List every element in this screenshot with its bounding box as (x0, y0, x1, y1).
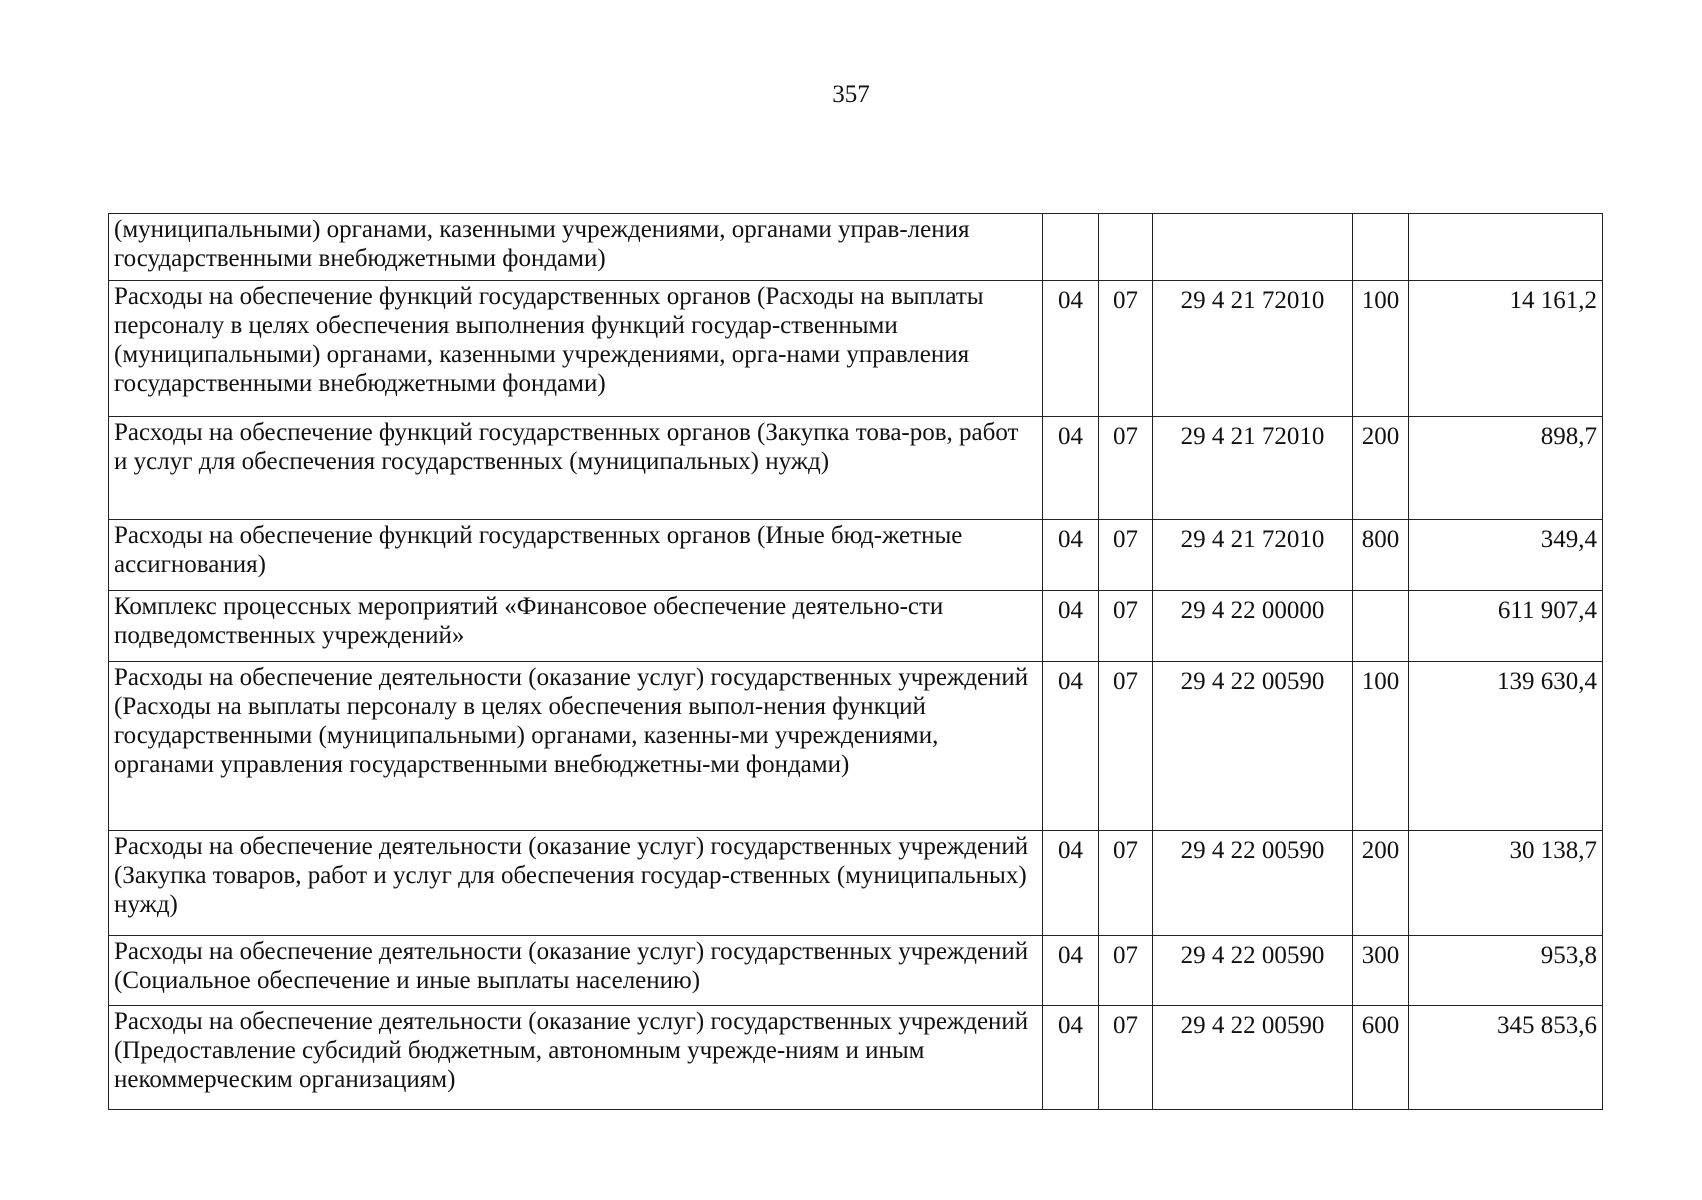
target-code-cell: 29 4 21 72010 (1153, 281, 1353, 417)
target-code-cell: 29 4 22 00590 (1153, 1006, 1353, 1110)
target-code-cell: 29 4 21 72010 (1153, 417, 1353, 520)
amount-cell: 611 907,4 (1409, 591, 1603, 662)
budget-table (108, 213, 1603, 1110)
expense-type-cell (1353, 591, 1409, 662)
table-row (109, 520, 1603, 591)
subsection-cell (1099, 214, 1153, 281)
target-code-cell: 29 4 22 00000 (1153, 591, 1353, 662)
section-cell (1043, 214, 1099, 281)
table-row (109, 936, 1603, 1006)
expense-name-cell: Комплекс процессных мероприятий «Финансовое обеспечение деятельно-сти подведомственных учреждений» (109, 591, 1043, 662)
target-code-cell: 29 4 21 72010 (1153, 520, 1353, 591)
expense-type-cell: 800 (1353, 520, 1409, 591)
section-cell: 04 (1043, 520, 1099, 591)
expense-name-cell: Расходы на обеспечение деятельности (оказание услуг) государственных учреждений (Расходы на выплаты персоналу в целях обеспечения выпол-нения функций государственными (муниципальными) органами, казенны-ми учреждениями, органами управления государственными внебюджетны-ми фондами) (109, 662, 1043, 831)
table-row (109, 831, 1603, 936)
expense-name-cell: Расходы на обеспечение функций государственных органов (Закупка това-ров, работ и услуг для обеспечения государственных (муниципальных) нужд) (109, 417, 1043, 520)
subsection-cell: 07 (1099, 936, 1153, 1006)
table-row (109, 417, 1603, 520)
expense-name-cell: Расходы на обеспечение деятельности (оказание услуг) государственных учреждений (Закупка товаров, работ и услуг для обеспечения государ-ственных (муниципальных) нужд) (109, 831, 1043, 936)
amount-cell: 898,7 (1409, 417, 1603, 520)
target-code-cell (1153, 214, 1353, 281)
page-number: 357 (832, 81, 870, 108)
subsection-cell: 07 (1099, 591, 1153, 662)
expense-type-cell: 100 (1353, 662, 1409, 831)
table-row (109, 281, 1603, 417)
expense-type-cell: 100 (1353, 281, 1409, 417)
expense-type-cell: 200 (1353, 831, 1409, 936)
subsection-cell: 07 (1099, 1006, 1153, 1110)
amount-cell: 139 630,4 (1409, 662, 1603, 831)
expense-name-cell: Расходы на обеспечение функций государственных органов (Иные бюд-жетные ассигнования) (109, 520, 1043, 591)
expense-type-cell: 300 (1353, 936, 1409, 1006)
expense-name-cell: Расходы на обеспечение деятельности (оказание услуг) государственных учреждений (Предоставление субсидий бюджетным, автономным учрежде-ниям и иным некоммерческим организациям) (109, 1006, 1043, 1110)
amount-cell (1409, 214, 1603, 281)
section-cell: 04 (1043, 662, 1099, 831)
expense-type-cell: 600 (1353, 1006, 1409, 1110)
expense-name-cell: (муниципальными) органами, казенными учреждениями, органами управ-ления государственными внебюджетными фондами) (109, 214, 1043, 281)
expense-name-cell: Расходы на обеспечение деятельности (оказание услуг) государственных учреждений (Социальное обеспечение и иные выплаты населению) (109, 936, 1043, 1006)
amount-cell: 349,4 (1409, 520, 1603, 591)
expense-type-cell (1353, 214, 1409, 281)
amount-cell: 14 161,2 (1409, 281, 1603, 417)
subsection-cell: 07 (1099, 662, 1153, 831)
section-cell: 04 (1043, 591, 1099, 662)
subsection-cell: 07 (1099, 417, 1153, 520)
table-row (109, 591, 1603, 662)
amount-cell: 30 138,7 (1409, 831, 1603, 936)
section-cell: 04 (1043, 417, 1099, 520)
amount-cell: 953,8 (1409, 936, 1603, 1006)
section-cell: 04 (1043, 831, 1099, 936)
subsection-cell: 07 (1099, 520, 1153, 591)
table-row (109, 1006, 1603, 1110)
target-code-cell: 29 4 22 00590 (1153, 831, 1353, 936)
section-cell: 04 (1043, 1006, 1099, 1110)
subsection-cell: 07 (1099, 831, 1153, 936)
section-cell: 04 (1043, 936, 1099, 1006)
table-row (109, 214, 1603, 281)
subsection-cell: 07 (1099, 281, 1153, 417)
section-cell: 04 (1043, 281, 1099, 417)
expense-name-cell: Расходы на обеспечение функций государственных органов (Расходы на выплаты персоналу в целях обеспечения выполнения функций государ-ственными (муниципальными) органами, казенными учреждениями, орга-нами управления государственными внебюджетными фондами) (109, 281, 1043, 417)
target-code-cell: 29 4 22 00590 (1153, 936, 1353, 1006)
expense-type-cell: 200 (1353, 417, 1409, 520)
table-row (109, 662, 1603, 831)
target-code-cell: 29 4 22 00590 (1153, 662, 1353, 831)
amount-cell: 345 853,6 (1409, 1006, 1603, 1110)
